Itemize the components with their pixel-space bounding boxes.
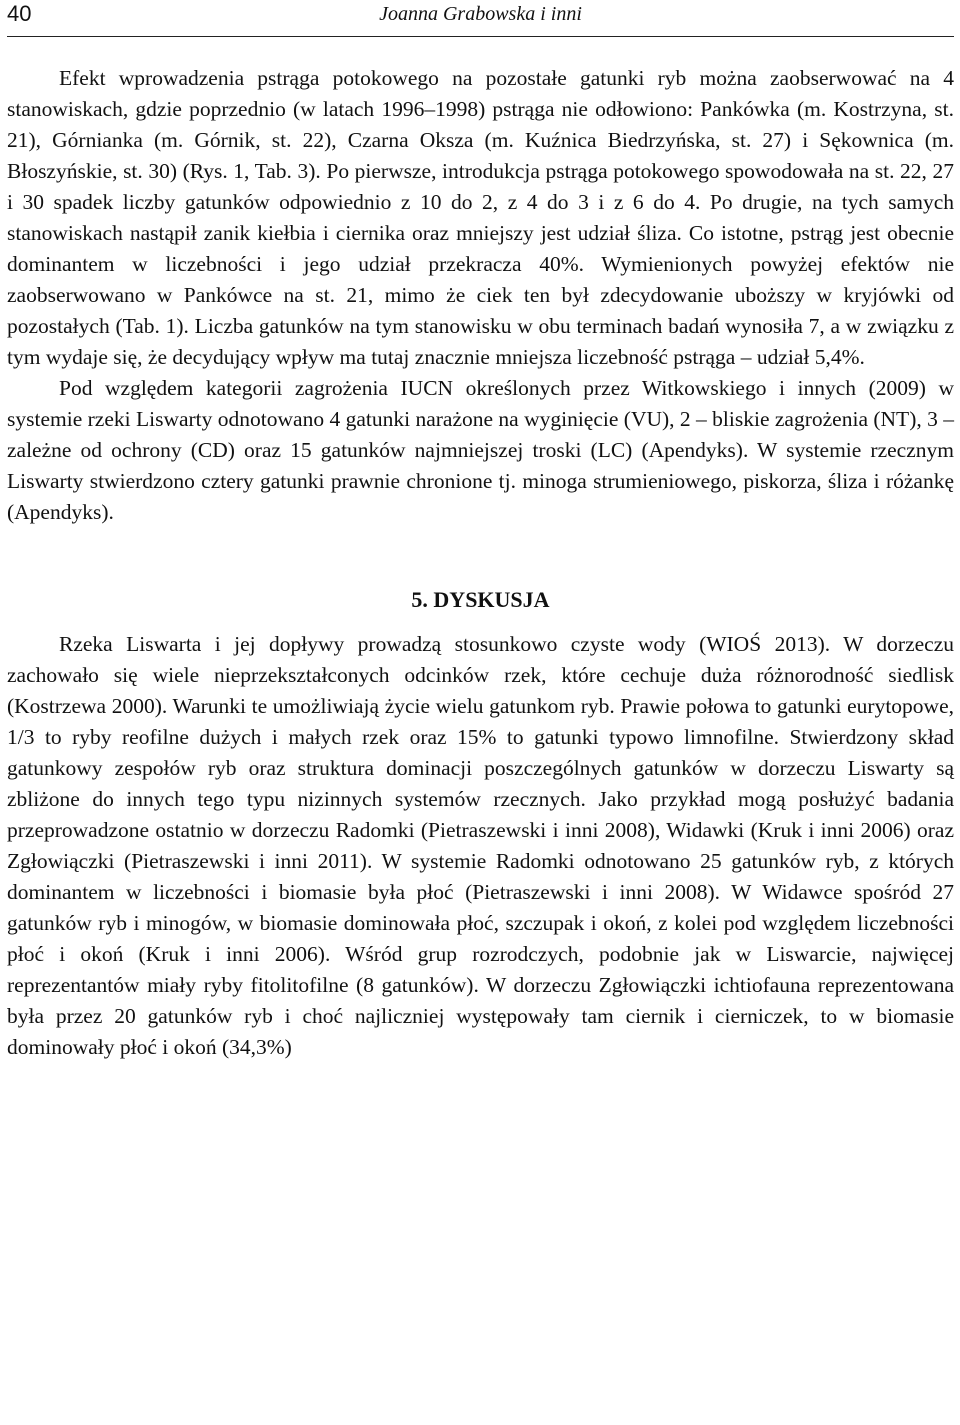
section-heading-discussion: 5. DYSKUSJA <box>411 587 550 612</box>
running-title: Joanna Grabowska i inni <box>379 3 582 25</box>
discussion-paragraph: Rzeka Liswarta i jej dopływy prowadzą stosunkowo czyste wody (WIOŚ 2013). W dorzeczu zachowało się wiele nieprzekształconych odcinków rzek, które cechuje duża różnorodność siedlisk (Kostrzewa 2000). Warunki te umożliwiają życie wielu gatunkom ryb. Prawie połowa to gatunki eurytopowe, 1/3 to ryby reofilne dużych i małych rzek oraz 15% to gatunki typowo limnofilne. Stwierdzony skład gatunkowy zespołów ryb oraz struktura dominacji poszczególnych gatunków w dorzeczu Liswarty są zbliżone do innych tego typu nizinnych systemów rzecznych. Jako przykład mogą posłużyć badania przeprowadzone ostatnio w dorzeczu Radomki (Pietraszewski i inni 2008), Widawki (Kruk i inni 2006) oraz Zgłowiączki (Pietraszewski i inni 2011). W systemie Radomki odnotowano 25 gatunków ryb, z których dominantem w liczebności i biomasie była płoć (Pietraszewski i inni 2008). W Widawce spośród 27 gatunków ryb i minogów, w biomasie dominowała płoć, szczupak i okoń, z kolei pod względem liczebności płoć i okoń (Kruk i inni 2006). Wśród grup rozrodczych, podobnie jak w Liswarcie, najwięcej reprezentantów miały ryby fitolitofilne (8 gatunków). W dorzeczu Zgłowiączki ichtiofauna reprezentowana była przez 20 gatunków ryb i choć najliczniej występowały tam ciernik i cierniczek, to w biomasie dominowały płoć i okoń (34,3%) <box>7 632 954 1059</box>
results-paragraph-iucn-categories: Pod względem kategorii zagrożenia IUCN określonych przez Witkowskiego i innych (2009) w systemie rzeki Liswarty odnotowano 4 gatunki narażone na wyginięcie (VU), 2 – bliskie zagrożenia (NT), 3 – zależne od ochrony (CD) oraz 15 gatunków najmniejszej troski (LC) (Apendyks). W systemie rzecznym Liswarty stwierdzono cztery gatunki prawnie chronione tj. minoga strumieniowego, piskorza, śliza i różankę (Apendyks). <box>7 376 954 524</box>
page-number: 40 <box>7 1 32 26</box>
running-header <box>7 0 954 37</box>
results-paragraph-trout-effect: Efekt wprowadzenia pstrąga potokowego na pozostałe gatunki ryb można zaobserwować na 4 stanowiskach, gdzie poprzednio (w latach 1996–1998) pstrąga nie odłowiono: Pankówka (m. Kostrzyna, st. 21), Górnianka (m. Górnik, st. 22), Czarna Oksza (m. Kuźnica Biedrzyńska, st. 27) i Sękownica (m. Błoszyńskie, st. 30) (Rys. 1, Tab. 3). Po pierwsze, introdukcja pstrąga potokowego spowodowała na st. 22, 27 i 30 spadek liczby gatunków odpowiednio z 10 do 2, z 4 do 3 i z 6 do 4. Po drugie, na tych samych stanowiskach nastąpił zanik kiełbia i ciernika oraz mniejszy jest udział śliza. Co istotne, pstrąg jest obecnie dominantem w liczebności i jego udział przekracza 40%. Wymienionych powyżej efektów nie zaobserwowano w Pankówce na st. 21, mimo że ciek ten był zdecydowanie uboższy w kryjówki od pozostałych (Tab. 1). Liczba gatunków na tym stanowisku w obu terminach badań wynosiła 7, a w związku z tym wydaje się, że decydujący wpływ ma tutaj znacznie mniejsza liczebność pstrąga – udział 5,4%. <box>7 66 954 369</box>
